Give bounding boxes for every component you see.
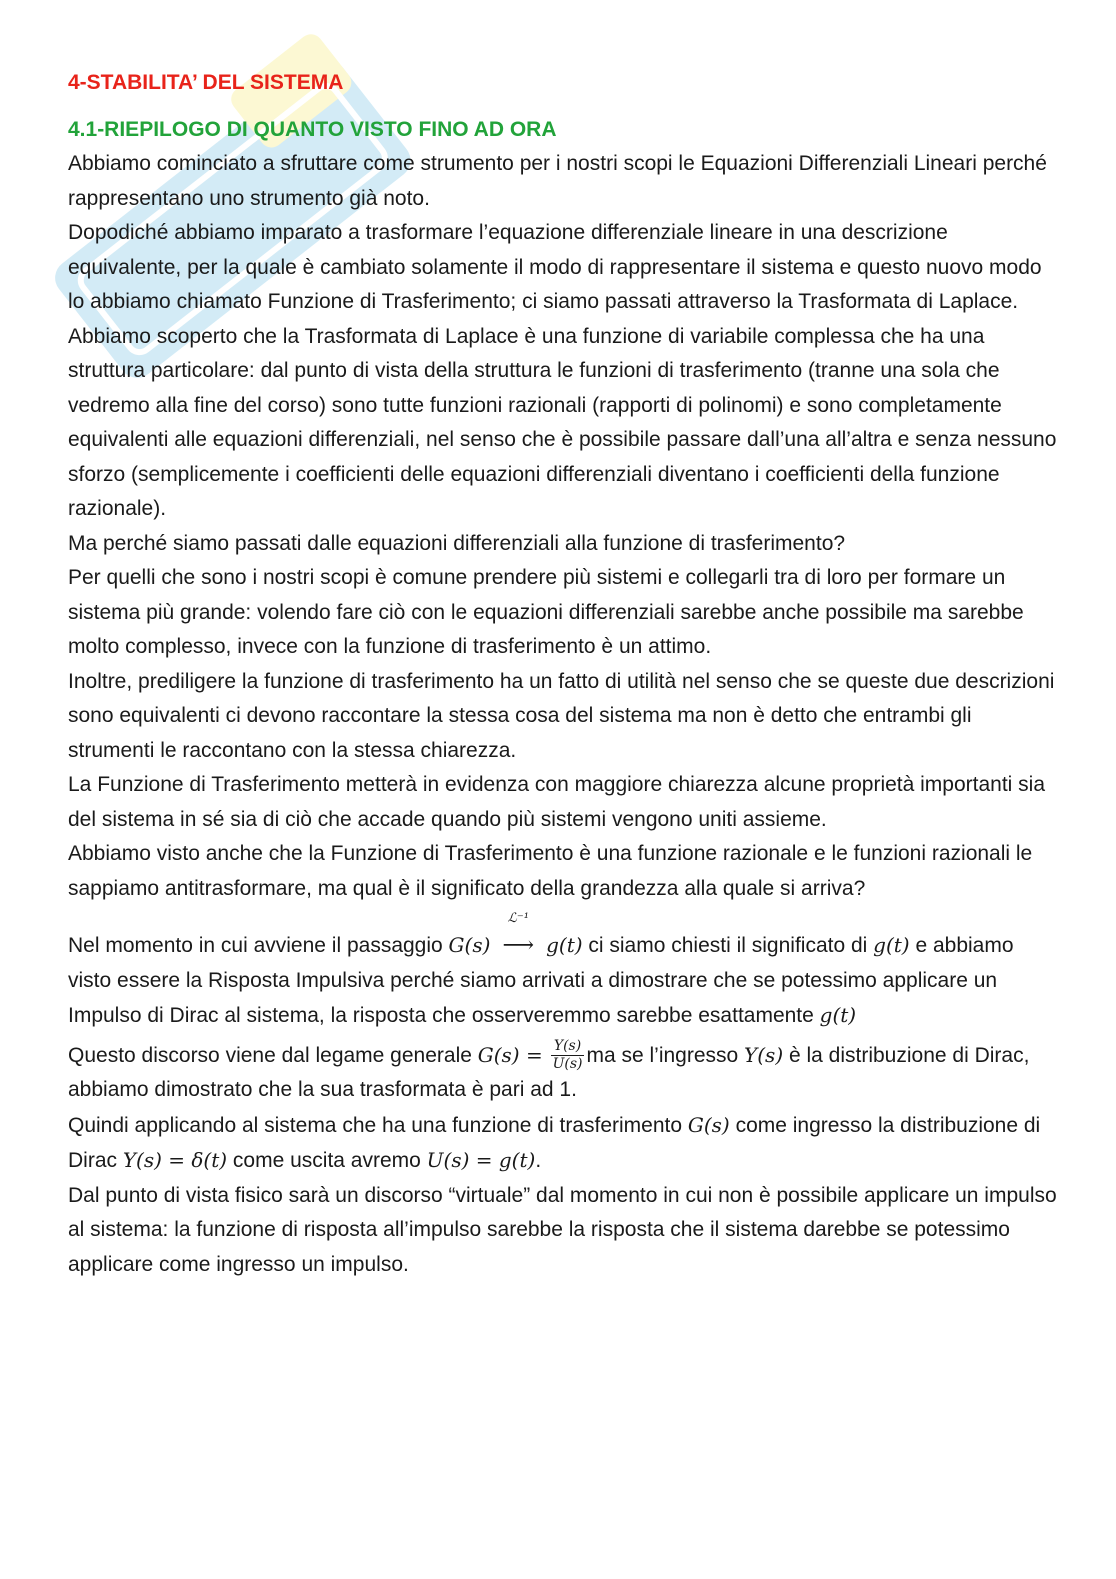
paragraph-general-relation: Questo discorso viene dal legame generale G(s) = $\frac{Y(s)}{U(s)}$ ma se l’ingresso Y(s) è la distribuzione di Dirac, abbiamo dimostrato che la sua trasformata è pari ad 1. xyxy=(68,1038,1030,1102)
document-page xyxy=(68,66,1058,1282)
paragraph-impulse-response: Nel momento in cui avviene il passaggio G(s) ℒ⁻¹ ⟶ g(t) ci siamo chiesti il significato di g(t) e abbiamo visto essere la Risposta Impulsiva perché siamo arrivati a dimostrare che se potessimo applicare un Impulso di Dirac al sistema, la risposta che osserveremmo sarebbe esattamente g(t) xyxy=(68,911,1014,1027)
fraction-Ys-over-Us: $\frac{Y(s)}{U(s)}$ xyxy=(552,1038,583,1073)
math-gt: g(t) xyxy=(546,933,583,957)
section-heading: 4.1-RIEPILOGO DI QUANTO VISTO FINO AD ORA xyxy=(68,118,557,141)
paragraph-3: Abbiamo scoperto che la Trasformata di Laplace è una funzione di variabile complessa che ha una struttura particolare: dal punto di vista della struttura le funzioni di trasferimento (tranne una sola che vedremo alla fine del corso) sono tutte funzioni razionali (rapporti di polinomi) e sono completamente equivalenti alle equazioni differenziali, nel senso che è possibile passare dall’una all’altra e senza nessuno sforzo (semplicemente i coefficienti delle equazioni differenziali diventano i coefficienti della funzione razionale). xyxy=(68,324,1057,520)
paragraph-6: Inoltre, prediligere la funzione di trasferimento ha un fatto di utilità nel senso che se queste due descrizioni sono equivalenti ci devono raccontare la stessa cosa del sistema ma non è detto che entrambi gli strumenti le raccontano con la stessa chiarezza. xyxy=(68,669,1055,762)
paragraph-8: Abbiamo visto anche che la Funzione di Trasferimento è una funzione razionale e le funzioni razionali le sappiamo antitrasformare, ma qual è il significato della grandezza alla quale si arriva? xyxy=(68,842,1033,900)
chapter-heading: 4-STABILITA’ DEL SISTEMA xyxy=(68,71,344,94)
paragraph-dirac-input: Quindi applicando al sistema che ha una funzione di trasferimento G(s) come ingresso la distribuzione di Dirac Y(s) = δ(t) come uscita avremo U(s) = g(t). xyxy=(68,1112,1041,1173)
paragraph-4: Ma perché siamo passati dalle equazioni differenziali alla funzione di trasferimento? xyxy=(68,531,846,555)
math-Gs: G(s) xyxy=(448,933,491,957)
paragraph-2: Dopodiché abbiamo imparato a trasformare l’equazione differenziale lineare in una descrizione equivalente, per la quale è cambiato solamente il modo di rappresentare il sistema e questo nuovo modo lo abbiamo chiamato Funzione di Trasferimento; ci siamo passati attraverso la Trasformata di Laplace. xyxy=(68,221,1042,313)
laplace-inverse-arrow: ℒ⁻¹ ⟶ xyxy=(502,911,535,958)
paragraph-5: Per quelli che sono i nostri scopi è comune prendere più sistemi e collegarli tra di loro per formare un sistema più grande: volendo fare ciò con le equazioni differenziali sarebbe anche possibile ma sarebbe molto complesso, invece con la funzione di trasferimento è un attimo. xyxy=(68,566,1024,658)
paragraph-1: Abbiamo cominciato a sfruttare come strumento per i nostri scopi le Equazioni Differenziali Lineari perché rappresentano uno strumento già noto. xyxy=(68,152,1047,210)
paragraph-physical-view: Dal punto di vista fisico sarà un discorso “virtuale” dal momento in cui non è possibile applicare un impulso al sistema: la funzione di risposta all’impulso sarebbe la risposta che il sistema darebbe se potessimo applicare come ingresso un impulso. xyxy=(68,1183,1057,1276)
paragraph-7: La Funzione di Trasferimento metterà in evidenza con maggiore chiarezza alcune proprietà importanti sia del sistema in sé sia di ciò che accade quando più sistemi vengono uniti assieme. xyxy=(68,773,1046,831)
math-Gs-equals: G(s) = xyxy=(477,1042,543,1067)
